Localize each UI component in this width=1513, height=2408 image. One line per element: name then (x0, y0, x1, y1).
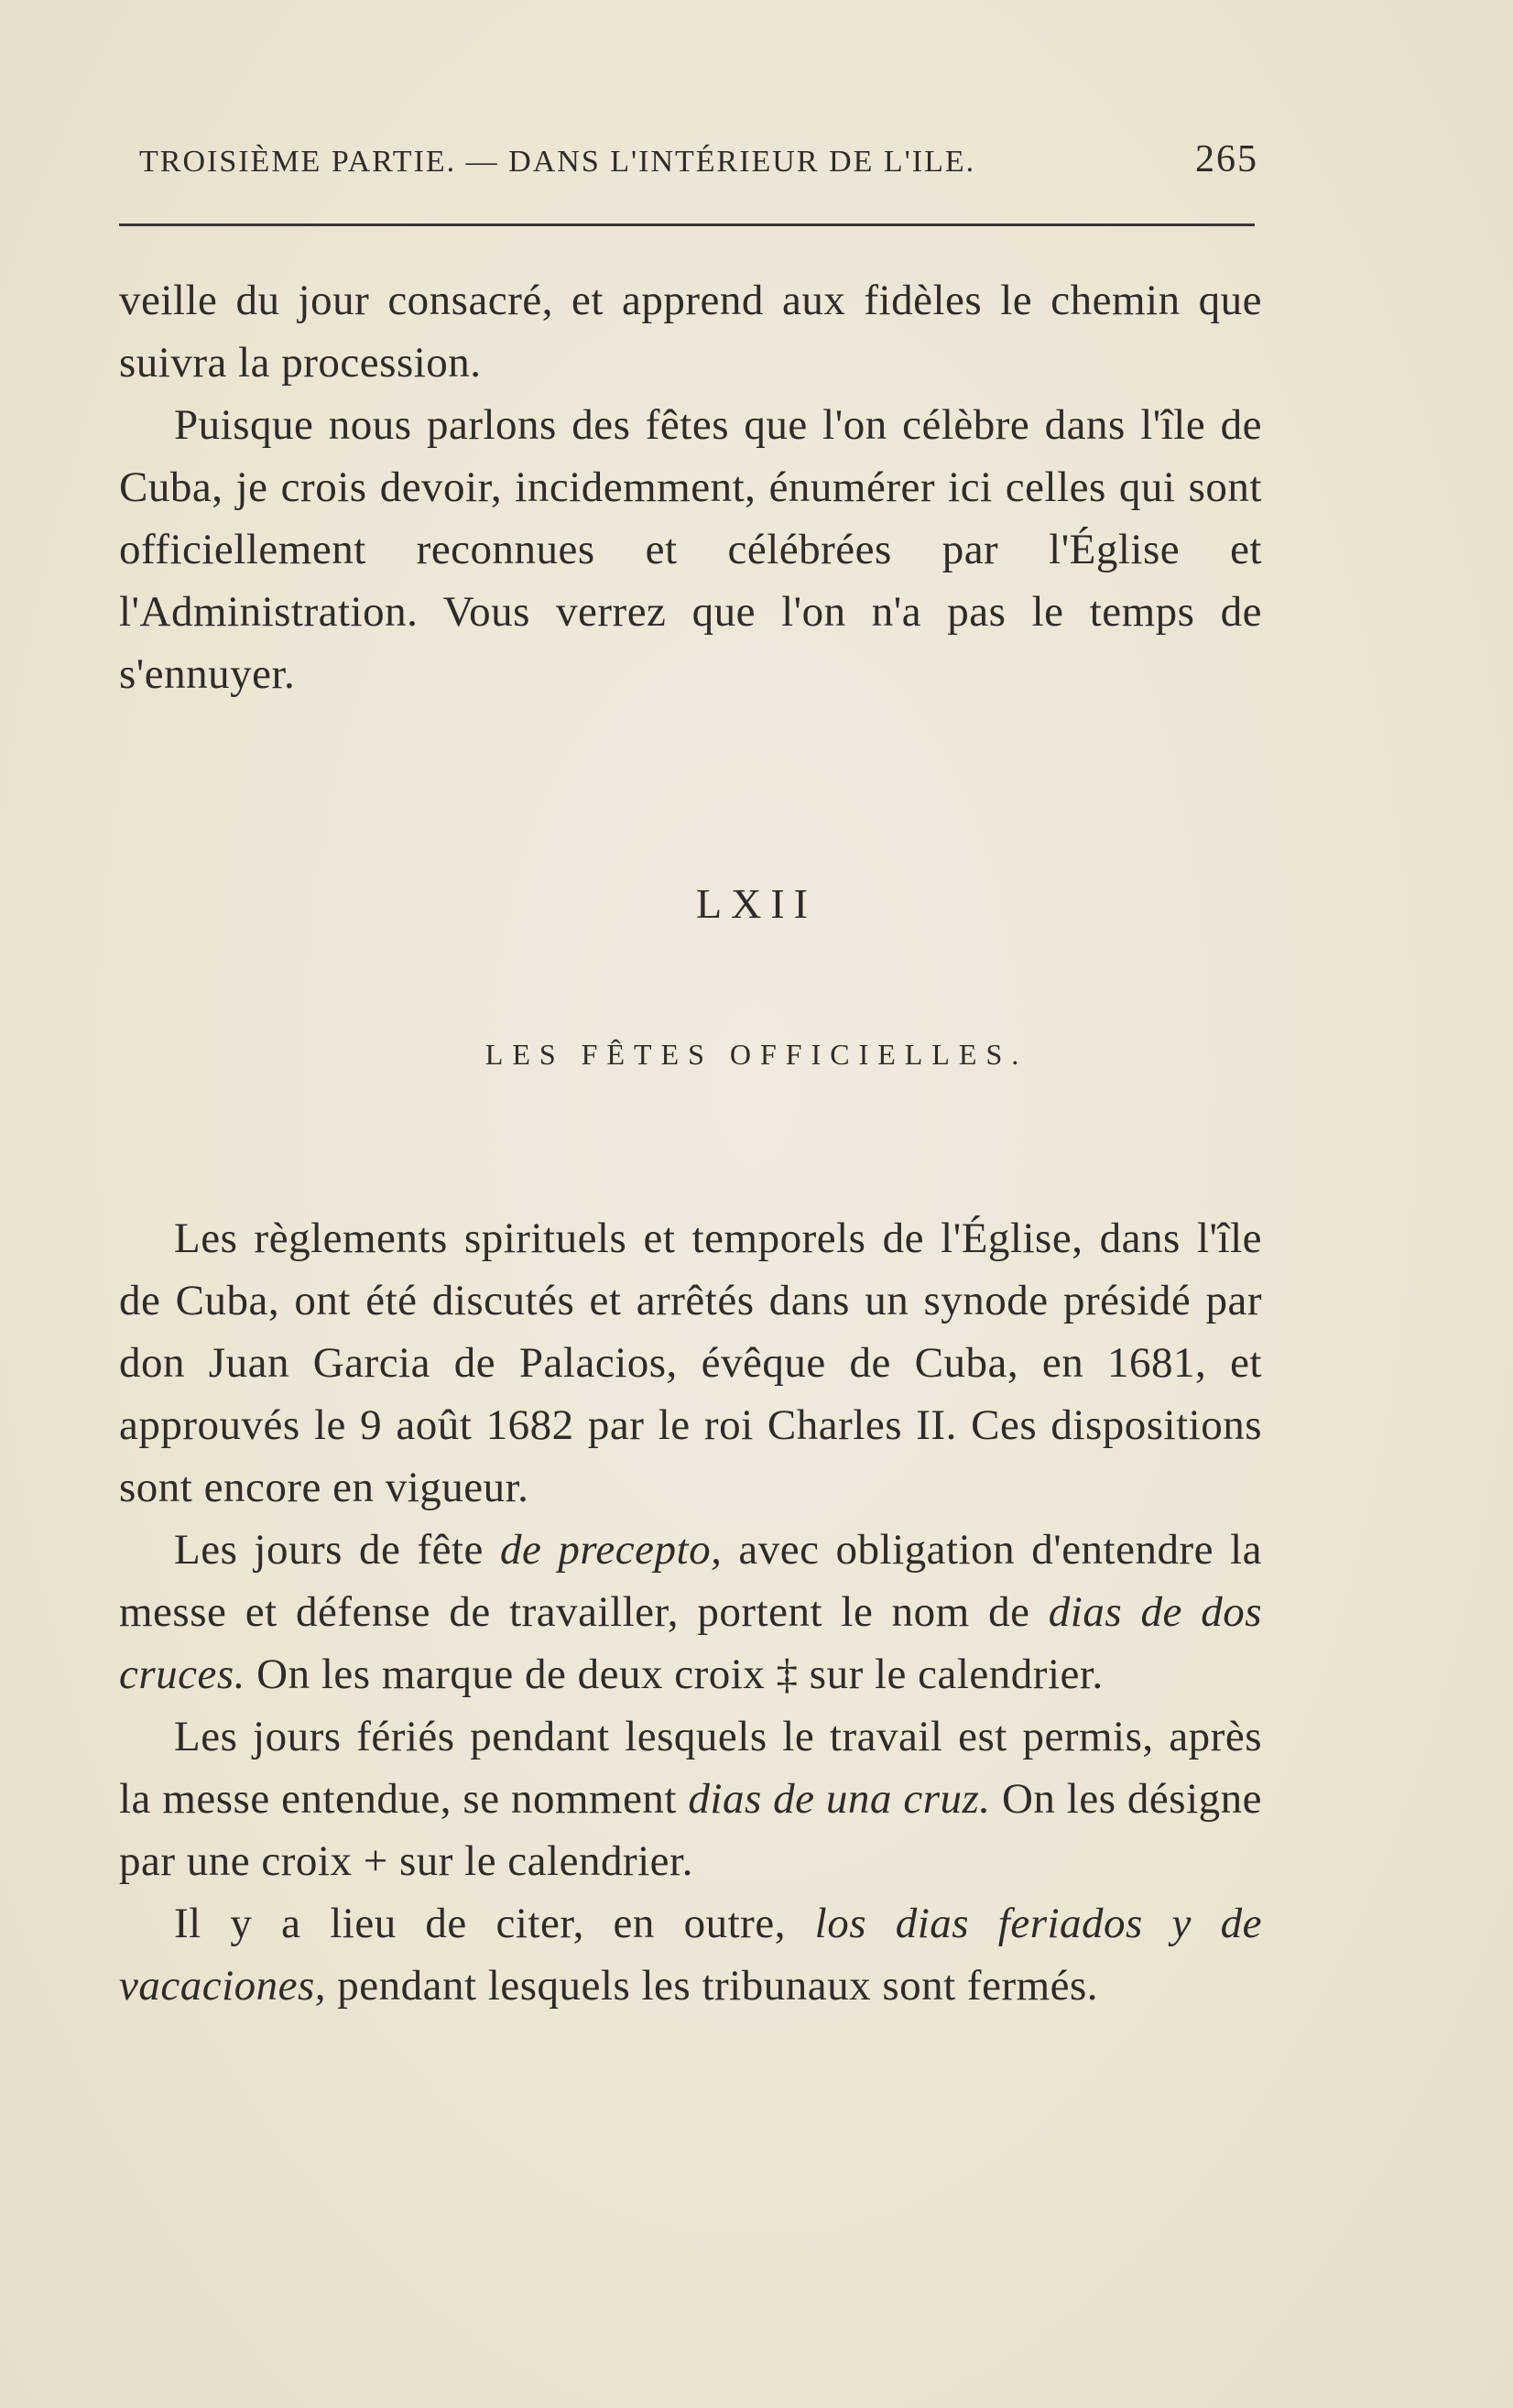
body-paragraph-3 (119, 1705, 1262, 1892)
text-run: Il y a lieu de citer, en outre, (174, 1900, 815, 1947)
italic-term: de precepto, (499, 1526, 723, 1574)
body-paragraph-2 (119, 1519, 1262, 1705)
chapter-number: LXII (696, 880, 817, 927)
italic-term: los dias feriados y de vacaciones, (119, 1900, 1262, 2010)
intro-paragraph-1: veille du jour consacré, et apprend aux fidèles le chemin que suivra la procession. (119, 277, 1262, 387)
text-run: Les jours de fête (174, 1526, 500, 1574)
italic-term: dias de dos cruces. (119, 1588, 1263, 1698)
chapter-title: LES FÊTES OFFICIELLES. (484, 1038, 1029, 1071)
text-run: On les marque de deux croix ‡ sur le calendrier. (245, 1651, 1104, 1698)
body-paragraph-4 (119, 1892, 1262, 2017)
intro-paragraph-2: Puisque nous parlons des fêtes que l'on célèbre dans l'île de Cuba, je crois devoir, incidemment, énumérer ici celles qui sont officiellement reconnues et célébrées par l'Église et l'Administration. Vous verrez que l'on n'a pas le temps de s'ennuyer. (119, 401, 1262, 698)
italic-term: dias de una cruz. (688, 1775, 991, 1823)
running-head-title: TROISIÈME PARTIE. — DANS L'INTÉRIEUR DE L'ILE. (139, 145, 976, 179)
chapter-body (119, 1207, 1262, 2017)
text-run: avec obligation d'entendre la messe et défense de travailler, portent le nom de (119, 1526, 1262, 1636)
text-run: Les jours fériés pendant lesquels le travail est permis, après la messe entendue, se nomment (119, 1713, 1262, 1823)
text-run: On les désigne par une croix + sur le calendrier. (119, 1775, 1262, 1885)
page-number: 265 (1195, 138, 1258, 180)
text-run: pendant lesquels les tribunaux sont fermés. (326, 1962, 1099, 2010)
header-rule (119, 223, 1255, 226)
running-head (139, 137, 1258, 192)
body-paragraph-1: Les règlements spirituels et temporels de l'Église, dans l'île de Cuba, ont été discutés et arrêtés dans un synode présidé par don Juan Garcia de Palacios, évêque de Cuba, en 1681, et approuvés le 9 août 1682 par le roi Charles II. Ces dispositions sont encore en vigueur. (119, 1215, 1262, 1511)
intro-text (119, 269, 1262, 705)
